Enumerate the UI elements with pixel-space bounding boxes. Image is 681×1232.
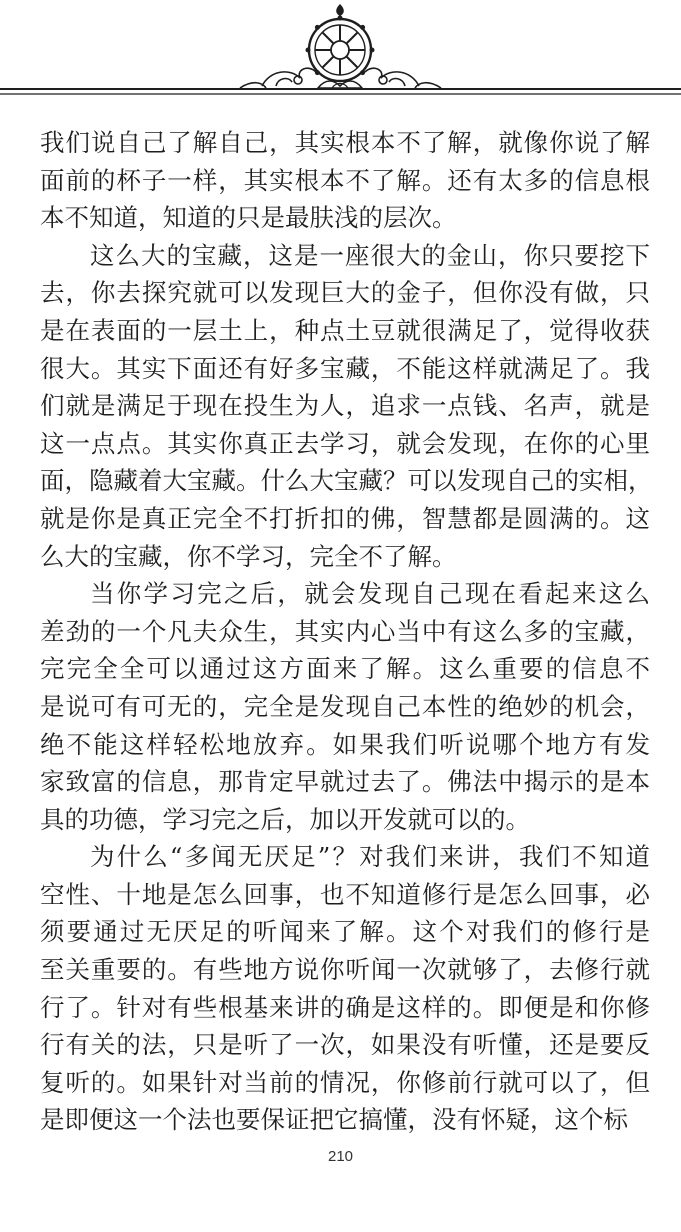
text-line: 是说可有可无的，完全是发现自己本性的绝妙的机会， <box>40 691 650 721</box>
text-line: 当你学习完之后，就会发现自己现在看起来这么 <box>90 579 650 609</box>
text-line: 行有关的法，只是听了一次，如果没有听懂，还是要反 <box>40 1030 650 1060</box>
text-line: 复听的。如果针对当前的情况，你修前行就可以了，但 <box>40 1067 650 1097</box>
text-line: 我们说自己了解自己，其实根本不了解，就像你说了解 <box>40 128 650 157</box>
text-line: 么大的宝藏，你不学习，完全不了解。 <box>40 541 457 571</box>
text-line: 这么大的宝藏，这是一座很大的金山，你只要挖下 <box>90 240 650 270</box>
text-line: 去，你去探究就可以发现巨大的金子，但你没有做，只 <box>40 278 650 308</box>
text-line: 具的功德，学习完之后，加以开发就可以的。 <box>40 804 530 834</box>
text-line: 是即便这一个法也要保证把它搞懂，没有怀疑，这个标 <box>40 1105 628 1135</box>
text-line: 为什么“多闻无厌足”？对我们来讲，我们不知道 <box>90 842 650 872</box>
text-line: 须要通过无厌足的听闻来了解。这个对我们的修行是 <box>40 917 650 947</box>
text-line: 这一点点。其实你真正去学习，就会发现，在你的心里 <box>40 428 650 458</box>
page-body <box>40 124 653 1139</box>
text-line: 是在表面的一层土上，种点土豆就很满足了，觉得收获 <box>40 315 650 345</box>
text-line: 完完全全可以通过这方面来了解。这么重要的信息不 <box>40 654 650 684</box>
dharma-wheel-icon <box>0 0 681 110</box>
text-line: 们就是满足于现在投生为人，追求一点钱、名声，就是 <box>40 391 650 421</box>
text-line: 家致富的信息，那肯定早就过去了。佛法中揭示的是本 <box>40 767 650 797</box>
text-line: 绝不能这样轻松地放弃。如果我们听说哪个地方有发 <box>40 729 650 759</box>
text-line: 面，隐藏着大宝藏。什么大宝藏？可以发现自己的实相， <box>40 466 653 496</box>
page-number: 210 <box>327 1148 354 1165</box>
text-line: 至关重要的。有些地方说你听闻一次就够了，去修行就 <box>40 955 650 985</box>
text-line: 差劲的一个凡夫众生，其实内心当中有这么多的宝藏， <box>40 616 650 646</box>
text-line: 面前的杯子一样，其实根本不了解。还有太多的信息根 <box>40 165 650 195</box>
text-line: 很大。其实下面还有好多宝藏，不能这样就满足了。我 <box>40 353 650 383</box>
text-line: 行了。针对有些根基来讲的确是这样的。即便是和你修 <box>40 992 650 1022</box>
header-ornament <box>0 0 681 110</box>
text-line: 空性、十地是怎么回事，也不知道修行是怎么回事，必 <box>40 879 650 909</box>
text-line: 就是你是真正完全不打折扣的佛，智慧都是圆满的。这 <box>40 503 650 533</box>
text-line: 本不知道，知道的只是最肤浅的层次。 <box>40 203 457 233</box>
